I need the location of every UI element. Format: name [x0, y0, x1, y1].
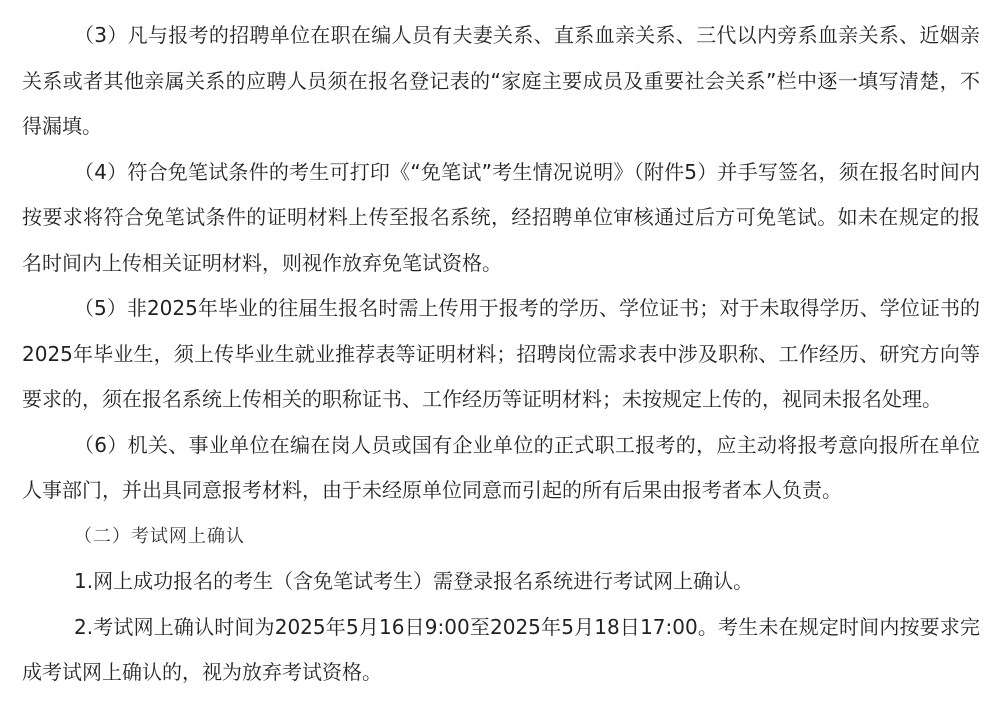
paragraph-6: （6）机关、事业单位在编在岗人员或国有企业单位的正式职工报考的，应主动将报考意向报所在单位人事部门，并出具同意报考材料，由于未经原单位同意而引起的所有后果由报考者本人负责。 [22, 432, 980, 502]
paragraph-5: （5）非2025年毕业的往届生报名时需上传用于报考的学历、学位证书；对于未取得学历、学位证书的2025年毕业生，须上传毕业生就业推荐表等证明材料；招聘岗位需求表中涉及职称、工作经历、研究方向等要求的，须在报名系统上传相关的职称证书、工作经历等证明材料；未按规定上传的，视同未报名处理。 [22, 296, 980, 411]
paragraph-4: （4）符合免笔试条件的考生可打印《“免笔试”考生情况说明》（附件5）并手写签名，须在报名时间内按要求将符合免笔试条件的证明材料上传至报名系统，经招聘单位审核通过后方可免笔试。如未在规定的报名时间内上传相关证明材料，则视作放弃免笔试资格。 [22, 159, 980, 275]
item-2: 2.考试网上确认时间为2025年5月16日9:00至2025年5月18日17:00。考生未在规定时间内按要求完成考试网上确认的，视为放弃考试资格。 [22, 614, 980, 684]
paragraph-3: （3）凡与报考的招聘单位在职在编人员有夫妻关系、直系血亲关系、三代以内旁系血亲关系、近姻亲关系或者其他亲属关系的应聘人员须在报名登记表的“家庭主要成员及重要社会关系”栏中逐一填写清楚，不得漏填。 [22, 23, 980, 138]
item-1: 1.网上成功报名的考生（含免笔试考生）需登录报名系统进行考试网上确认。 [74, 569, 754, 593]
section-heading-online-confirmation: （二）考试网上确认 [74, 525, 245, 547]
